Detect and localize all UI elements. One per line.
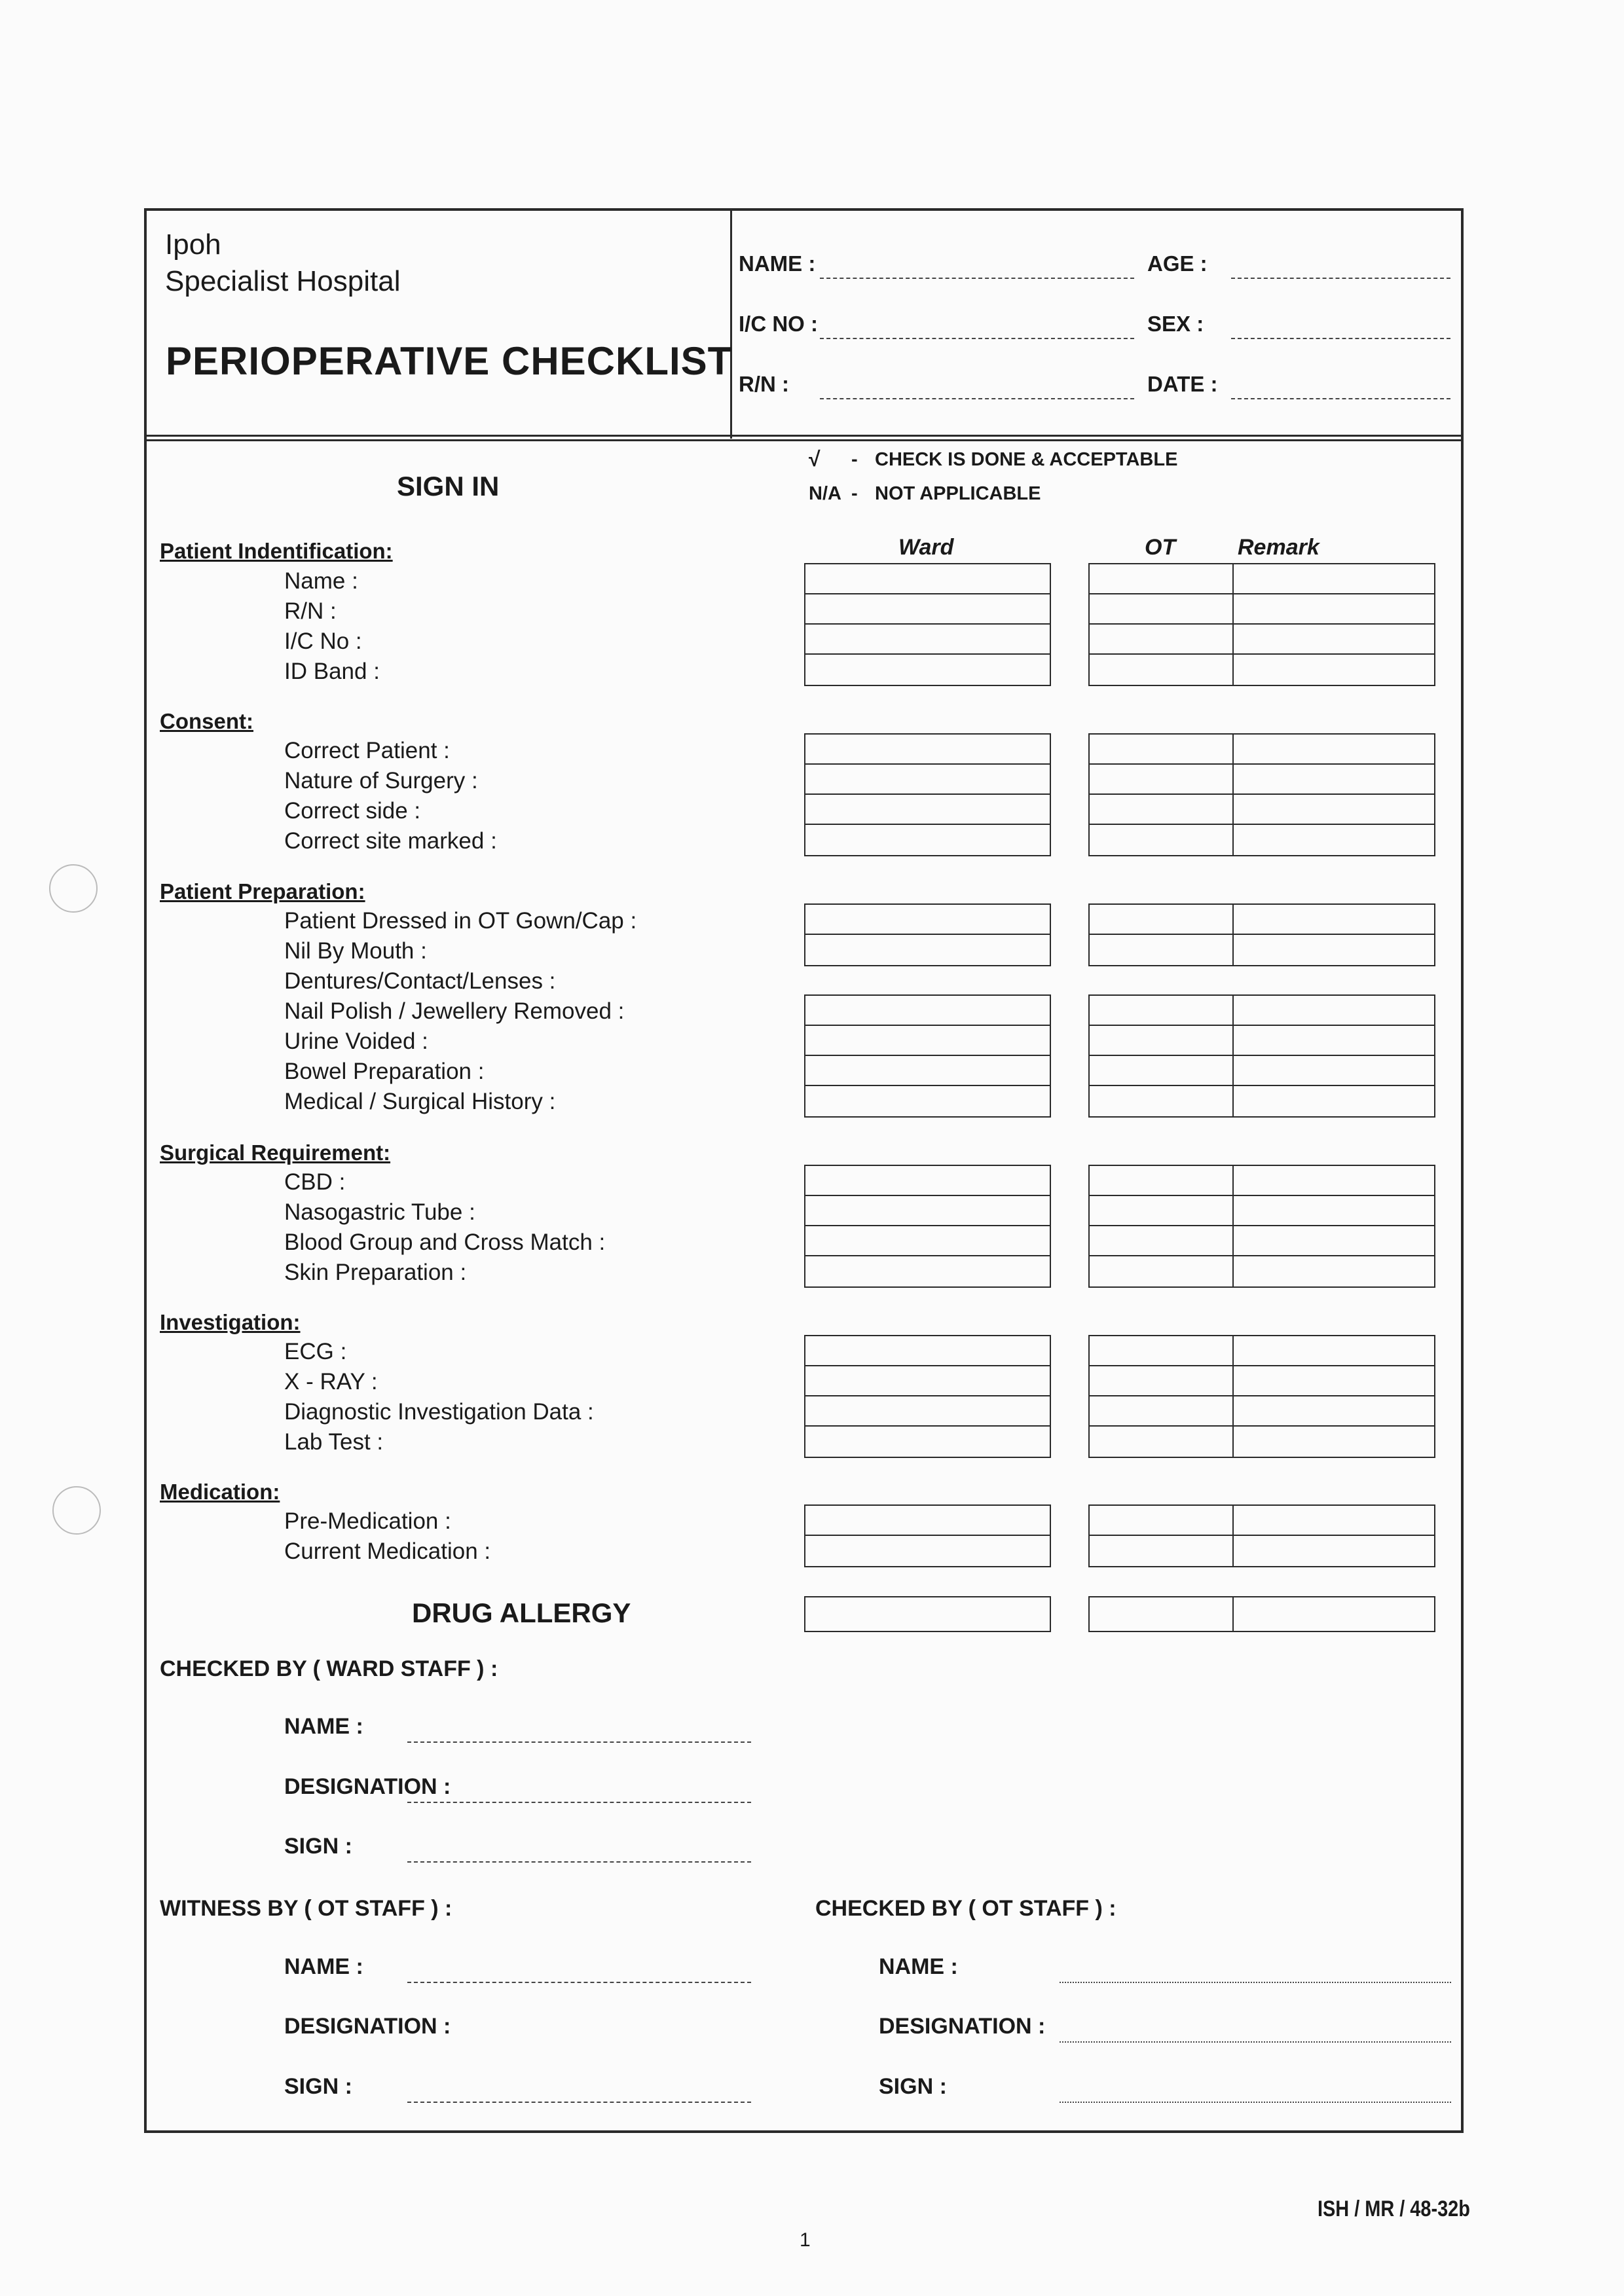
column-header-ward: Ward [898, 535, 954, 560]
ot-staff-designation-label: DESIGNATION : [879, 2014, 1046, 2039]
hospital-logo-text [165, 227, 401, 300]
ot-staff-name-label: NAME : [879, 1954, 958, 1979]
ward-staff-name-field[interactable] [407, 1741, 751, 1743]
checklist-item-label: Blood Group and Cross Match : [284, 1230, 606, 1255]
checklist-item-label: Correct Patient : [284, 738, 450, 763]
checklist-item-label: ID Band : [284, 659, 380, 684]
page-title: PERIOPERATIVE CHECKLIST [166, 339, 733, 383]
ward-checkbox-group[interactable] [804, 1165, 1051, 1288]
ic-no-label: I/C NO : [739, 312, 818, 336]
column-header-ot: OT [1145, 535, 1176, 560]
punch-hole-mark [52, 1486, 101, 1535]
page-number: 1 [800, 2229, 811, 2251]
sex-field[interactable] [1231, 338, 1450, 339]
ward-staff-designation-label: DESIGNATION : [284, 1774, 451, 1799]
checklist-item-label: Nasogastric Tube : [284, 1199, 475, 1225]
checklist-item-label: Patient Dressed in OT Gown/Cap : [284, 908, 637, 934]
checklist-item-label: Correct side : [284, 798, 421, 824]
ot-remark-checkbox-group[interactable] [1088, 563, 1435, 686]
ot-remark-checkbox-group[interactable] [1088, 1165, 1435, 1288]
punch-hole-mark [49, 864, 98, 913]
name-field[interactable] [820, 278, 1134, 279]
checklist-item-label: Skin Preparation : [284, 1260, 467, 1285]
ot-staff-designation-field[interactable] [1060, 2041, 1451, 2043]
age-label: AGE : [1147, 251, 1208, 276]
ward-staff-designation-field[interactable] [407, 1802, 751, 1803]
ot-staff-sign-field[interactable] [1060, 2102, 1451, 2103]
checklist-item-label: Name : [284, 568, 358, 594]
section-title-consent: Consent: [160, 709, 253, 733]
section-title-surgical-requirement: Surgical Requirement: [160, 1140, 391, 1165]
column-header-remark: Remark [1238, 535, 1320, 560]
checklist-item-label: Bowel Preparation : [284, 1059, 485, 1084]
checked-by-ot-staff-label: CHECKED BY ( OT STAFF ) : [815, 1896, 1116, 1921]
checklist-item-label: Lab Test : [284, 1429, 384, 1455]
header-divider [144, 435, 1464, 437]
checklist-item-label: ECG : [284, 1339, 347, 1364]
form-code: ISH / MR / 48-32b [1318, 2196, 1470, 2221]
legend-na-symbol: N/A [809, 483, 841, 504]
legend-na-text: NOT APPLICABLE [875, 483, 1041, 504]
header-divider [144, 439, 1464, 441]
name-label: NAME : [739, 251, 816, 276]
ot-remark-checkbox-group[interactable] [1088, 1335, 1435, 1458]
ward-staff-name-label: NAME : [284, 1714, 363, 1739]
section-title-patient-preparation: Patient Preparation: [160, 879, 365, 903]
checklist-item-label: Diagnostic Investigation Data : [284, 1399, 594, 1425]
checklist-item-label: Correct site marked : [284, 828, 497, 854]
ot-remark-checkbox-group[interactable] [1088, 733, 1435, 856]
witness-name-field[interactable] [407, 1982, 751, 1983]
ot-remark-checkbox-group[interactable] [1088, 903, 1435, 966]
witness-sign-label: SIGN : [284, 2074, 352, 2099]
rn-field[interactable] [820, 398, 1134, 399]
legend-dash: - [851, 483, 858, 504]
section-title-investigation: Investigation: [160, 1310, 301, 1334]
ward-checkbox-group[interactable] [804, 994, 1051, 1118]
legend-check-symbol: √ [809, 447, 821, 471]
ward-checkbox-group[interactable] [804, 563, 1051, 686]
section-title-patient-identification: Patient Indentification: [160, 539, 393, 563]
rn-label: R/N : [739, 372, 789, 396]
header-vertical-divider [730, 208, 732, 439]
ot-staff-name-field[interactable] [1060, 1982, 1451, 1983]
ward-checkbox-group[interactable] [804, 733, 1051, 856]
drug-allergy-ward-box[interactable] [804, 1596, 1051, 1632]
checklist-item-label: Nail Polish / Jewellery Removed : [284, 998, 625, 1024]
drug-allergy-heading: DRUG ALLERGY [412, 1597, 631, 1628]
checklist-item-label: Pre-Medication : [284, 1508, 451, 1534]
checklist-item-label: Current Medication : [284, 1539, 491, 1564]
witness-by-ot-staff-label: WITNESS BY ( OT STAFF ) : [160, 1896, 452, 1921]
checked-by-ward-staff-label: CHECKED BY ( WARD STAFF ) : [160, 1656, 498, 1681]
checklist-item-label: Urine Voided : [284, 1029, 428, 1054]
hospital-name-line1: Ipoh [165, 228, 221, 261]
ward-staff-sign-label: SIGN : [284, 1834, 352, 1859]
checklist-item-label: CBD : [284, 1169, 346, 1195]
ward-checkbox-group[interactable] [804, 1504, 1051, 1567]
witness-name-label: NAME : [284, 1954, 363, 1979]
date-label: DATE : [1147, 372, 1218, 396]
ward-checkbox-group[interactable] [804, 1335, 1051, 1458]
checklist-item-label: Dentures/Contact/Lenses : [284, 968, 556, 994]
ic-no-field[interactable] [820, 338, 1134, 339]
checklist-item-label: Nil By Mouth : [284, 938, 427, 964]
sex-label: SEX : [1147, 312, 1204, 336]
legend-check-text: CHECK IS DONE & ACCEPTABLE [875, 449, 1178, 470]
checklist-item-label: I/C No : [284, 629, 362, 654]
date-field[interactable] [1231, 398, 1450, 399]
checklist-item-label: Medical / Surgical History : [284, 1089, 556, 1114]
checklist-item-label: R/N : [284, 598, 337, 624]
sign-in-heading: SIGN IN [397, 471, 500, 501]
witness-designation-label: DESIGNATION : [284, 2014, 451, 2039]
ot-staff-sign-label: SIGN : [879, 2074, 947, 2099]
witness-sign-field[interactable] [407, 2102, 751, 2103]
age-field[interactable] [1231, 278, 1450, 279]
ward-checkbox-group[interactable] [804, 903, 1051, 966]
ward-staff-sign-field[interactable] [407, 1861, 751, 1863]
drug-allergy-ot-remark-box[interactable] [1088, 1596, 1435, 1632]
section-title-medication: Medication: [160, 1480, 280, 1504]
ot-remark-checkbox-group[interactable] [1088, 994, 1435, 1118]
checklist-item-label: Nature of Surgery : [284, 768, 478, 793]
checklist-item-label: X - RAY : [284, 1369, 378, 1394]
hospital-name-line2: Specialist Hospital [165, 265, 401, 297]
ot-remark-checkbox-group[interactable] [1088, 1504, 1435, 1567]
legend-dash: - [851, 449, 858, 470]
